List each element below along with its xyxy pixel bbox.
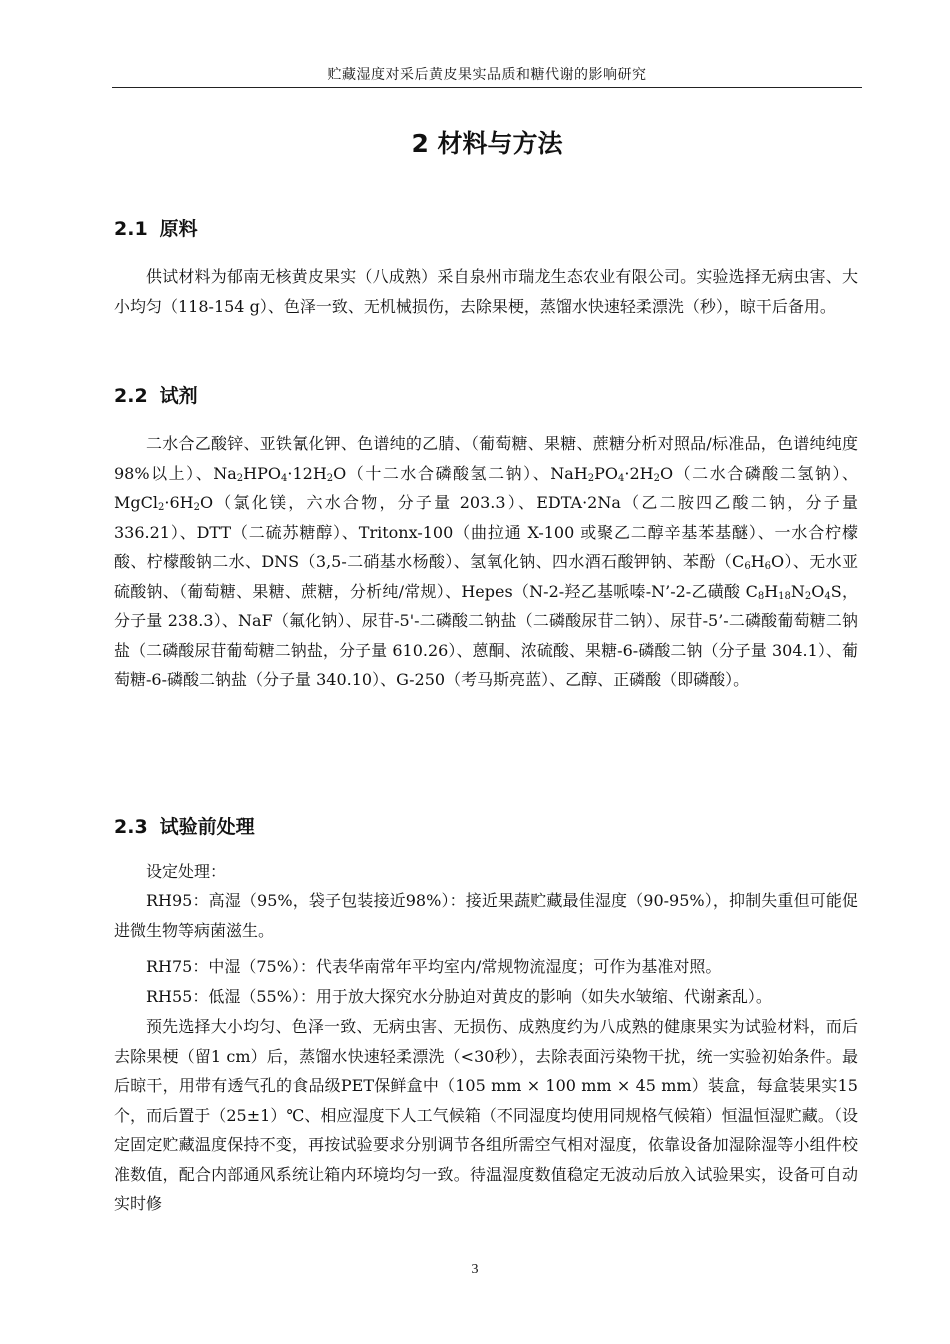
treatment-rh75: RH75：中湿（75%）：代表华南常年平均室内/常规物流湿度；可作为基准对照。 — [146, 957, 722, 976]
header-rule — [112, 87, 862, 88]
section-title: 试剂 — [159, 385, 198, 407]
section-number: 2.3 — [114, 816, 148, 838]
paragraph-reagents: 二水合乙酸锌、亚铁氰化钾、色谱纯的乙腈、（葡萄糖、果糖、蔗糖分析对照品/标准品，色谱纯纯度 98%以上）、$Na_2HPO_4\cdot 12H_2O$（十二水合磷酸氢二钠）、$NaH_2PO_4\cdot 2H_2O$（二水合磷酸二氢钠）、$MgCl_2\cdot 6H_2O$（氯化镁，六水合物，分子量 203.3）、EDTA·2Na（乙二胺四乙酸二钠，分子量 336.21）、DTT（二硫苏糖醇）、Tritonx-100（曲拉通 X-100 或聚乙二醇辛基苯基醚）、一水合柠檬酸、柠檬酸钠二水、DNS（3,5-二硝基水杨酸）、氢氧化钠、四水酒石酸钾钠、苯酚$(C_6H_6O)$、无水亚硫酸钠、（葡萄糖、果糖、蔗糖，分析纯/常规）、Hepes（N-2-羟乙基哌嗪-N’-2-乙磺酸 $C_8H_{18}N_2O_4S$，分子量 238.3）、NaF（氟化钠）、尿苷-5'-二磷酸二钠盐（二磷酸尿苷二钠）、尿苷-5’-二磷酸葡萄糖二钠盐（二磷酸尿苷葡萄糖二钠盐，分子量 610.26）、蒽酮、浓硫酸、果糖-6-磷酸二钠（分子量 304.1）、葡萄糖-6-磷酸二钠盐（分子量 340.10）、G-250（考马斯亮蓝）、乙醇、正磷酸（即磷酸）。 — [114, 434, 859, 689]
section-number: 2.2 — [114, 385, 148, 407]
section-heading-2-3 — [114, 812, 854, 839]
chapter-title: 2 材料与方法 — [411, 129, 563, 158]
section-title: 试验前处理 — [159, 816, 255, 838]
section-heading-2-2 — [114, 381, 854, 408]
paragraph-pretreatment: 预先选择大小均匀、色泽一致、无病虫害、无损伤、成熟度约为八成熟的健康果实为试验材料，而后去除果梗（留1 cm）后，蒸馏水快速轻柔漂洗（<30秒），去除表面污染物干扰，统一实验初始条件。最后晾干，用带有透气孔的食品级PET保鲜盒中（105 mm × 100 mm × 45 mm）装盒，每盒装果实15个，而后置于（25±1）℃、相应湿度下人工气候箱（不同湿度均使用同规格气候箱）恒温恒湿贮藏。（设定固定贮藏温度保持不变，再按试验要求分别调节各组所需空气相对湿度，依靠设备加湿除湿等小组件校准数值，配合内部通风系统让箱内环境均匀一致。待温湿度数值稳定无波动后放入试验果实，设备可自动实时修 — [114, 1017, 858, 1213]
running-header: 贮藏湿度对采后黄皮果实品质和糖代谢的影响研究 — [327, 67, 647, 83]
section-title: 原料 — [159, 218, 198, 240]
section-heading-2-1 — [114, 214, 854, 241]
treatment-rh55: RH55：低湿（55%）：用于放大探究水分胁迫对黄皮的影响（如失水皱缩、代谢紊乱）。 — [146, 987, 772, 1006]
page-number: 3 — [471, 1262, 479, 1277]
treatment-rh95: RH95：高湿（95%，袋子包装接近98%）：接近果蔬贮藏最佳湿度（90-95%），抑制失重但可能促进微生物等病菌滋生。 — [114, 891, 858, 940]
paragraph-materials: 供试材料为郁南无核黄皮果实（八成熟）采自泉州市瑞龙生态农业有限公司。实验选择无病虫害、大小均匀（118-154 g）、色泽一致、无机械损伤，去除果梗，蒸馏水快速轻柔漂洗（秒），晾干后备用。 — [114, 267, 858, 316]
section-number: 2.1 — [114, 218, 148, 240]
treatment-intro: 设定处理： — [146, 862, 227, 881]
